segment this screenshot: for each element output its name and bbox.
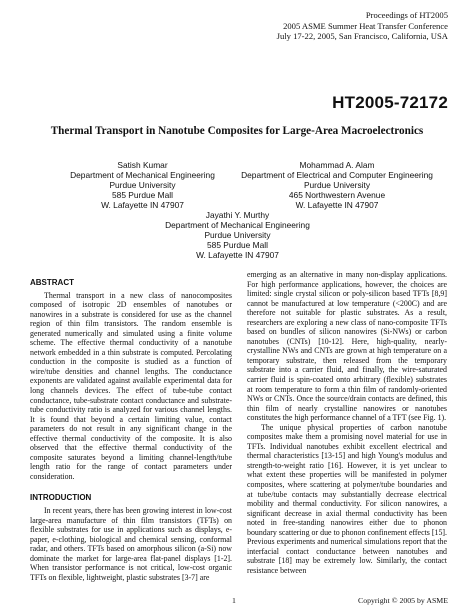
author-address: 585 Purdue Mall bbox=[112, 190, 173, 200]
dates-location-line: July 17-22, 2005, San Francisco, California, USA bbox=[276, 31, 448, 42]
author-city: W. Lafayette IN 47907 bbox=[196, 250, 279, 260]
author-department: Department of Electrical and Computer Engineering bbox=[241, 170, 433, 180]
right-paragraph-2: The unique physical properties of carbon nanotube composites make them a promising novel material for use in TFTs. Individual nanotubes exhibit excellent electrical and thermal characteristics [13-15] and high Young's modulus and strength-to-weight ratio [16]. However, it is yet unclear to what extent these properties will be manifested in polymer composites, where scattering at polymer/tube boundaries and at tube/tube contacts may substantially decrease electrical mobility and thermal conductivity. For silicon nanowires, a significant decrease in axial thermal conductivity has been noted in free-standing nanowires either due to phonon boundary scattering or due to phonon confinement effects [15]. Previous experiments and numerical simulations report that the interfacial contact conductance between nanotubes and substrate [18] may be extremely low. Similarly, the contact resistance between bbox=[247, 422, 447, 575]
introduction-heading: INTRODUCTION bbox=[30, 493, 92, 503]
author-university: Purdue University bbox=[303, 180, 371, 190]
left-column bbox=[30, 278, 232, 582]
abstract-text: Thermal transport in a new class of nanocomposites composed of isotropic 2D ensembles of nanotubes or nanowires in a substrate is considered for use as the channel region of thin film transistors. The random ensemble is generated numerically and simulated using a finite volume scheme. The effective thermal conductivity of a nanotube network embedded in a thin substrate is computed. Percolating conduction in the composite is studied as a function of wire/tube densities and channel lengths. The conductance exponents are validated against available experimental data for long channels devices. The effect of tube-tube contact conductance, tube-substrate contact conductance and substrate-tube conductivity ratio is analyzed for various channel lengths. It is found that beyond a certain limiting value, contact parameters do not result in any significant change in the effective thermal conductivity of the composite. It is also observed that the effective thermal conductivity of the composite saturates beyond a limiting channel-length/tube length ratio for the range of contact parameters under consideration. bbox=[30, 290, 232, 481]
author-block-1 bbox=[50, 160, 235, 210]
paper-id: HT2005-72172 bbox=[332, 93, 448, 112]
author-city: W. Lafayette IN 47907 bbox=[295, 200, 379, 210]
author-block-2 bbox=[232, 160, 442, 210]
introduction-text: In recent years, there has been growing interest in low-cost large-area manufacture of thin film transistors (TFTs) on flexible substrates for use in applications such as displays, e-paper, e-clothing, biological and chemical sensing, conformal radar, and others. TFTs based on amorphous silicon (a-Si) now dominate the market for large-area flat-panel displays [1-2]. When transistor performance is not critical, low-cost organic TFTs on flexible, lightweight, plastic substrates [3-7] are bbox=[30, 506, 232, 582]
author-name: Jayathi Y. Murthy bbox=[205, 210, 270, 220]
right-paragraph-1: emerging as an alternative in many non-display applications. For high performance applications, however, the choices are limited: single crystal silicon or poly-silicon based TFTs [8,9] cannot be manufactured at low temperature (<200C) and are therefore not suitable for plastic substrates. As a result, researchers are exploring a new class of nano-composite TFTs based on bundles of silicon nanowires (Si-NWs) or carbon nanotubes (CNTs) [10-12]. Here, high-quality, nearly-crystalline NWs and CNTs are grown at high temperature on a temporary substrate, then released from the temporary substrate into a carrier fluid, and finally, the wire-saturated carrier fluid is spin-coated onto arbitrary (flexible) substrates at room temperature to form a thin film of randomly-oriented NWs or CNTs. Once the source/drain contacts are defined, this thin film of nearly crystalline nanowires or nanotubes constitutes the high performance channel of a TFT (see Fig. 1). bbox=[247, 270, 447, 423]
copyright-notice: Copyright © 2005 by ASME bbox=[358, 596, 448, 605]
abstract-heading: ABSTRACT bbox=[30, 278, 74, 287]
author-name: Satish Kumar bbox=[117, 160, 168, 170]
author-university: Purdue University bbox=[109, 180, 176, 190]
author-address: 585 Purdue Mall bbox=[207, 240, 268, 250]
conference-line: 2005 ASME Summer Heat Transfer Conference bbox=[283, 20, 448, 31]
author-address: 465 Northwestern Avenue bbox=[288, 190, 386, 200]
author-city: W. Lafayette IN 47907 bbox=[101, 200, 184, 210]
author-department: Department of Mechanical Engineering bbox=[70, 170, 215, 180]
proceedings-header bbox=[148, 10, 448, 42]
paper-title: Thermal Transport in Nanotube Composites for Large-Area Macroelectronics bbox=[50, 125, 424, 137]
author-name: Mohammad A. Alam bbox=[299, 160, 375, 170]
author-university: Purdue University bbox=[204, 230, 271, 240]
page-number: 1 bbox=[232, 596, 236, 605]
right-column bbox=[247, 270, 447, 576]
proceedings-line: Proceedings of HT2005 bbox=[365, 10, 448, 20]
author-department: Department of Mechanical Engineering bbox=[165, 220, 310, 230]
author-block-3 bbox=[150, 210, 325, 260]
